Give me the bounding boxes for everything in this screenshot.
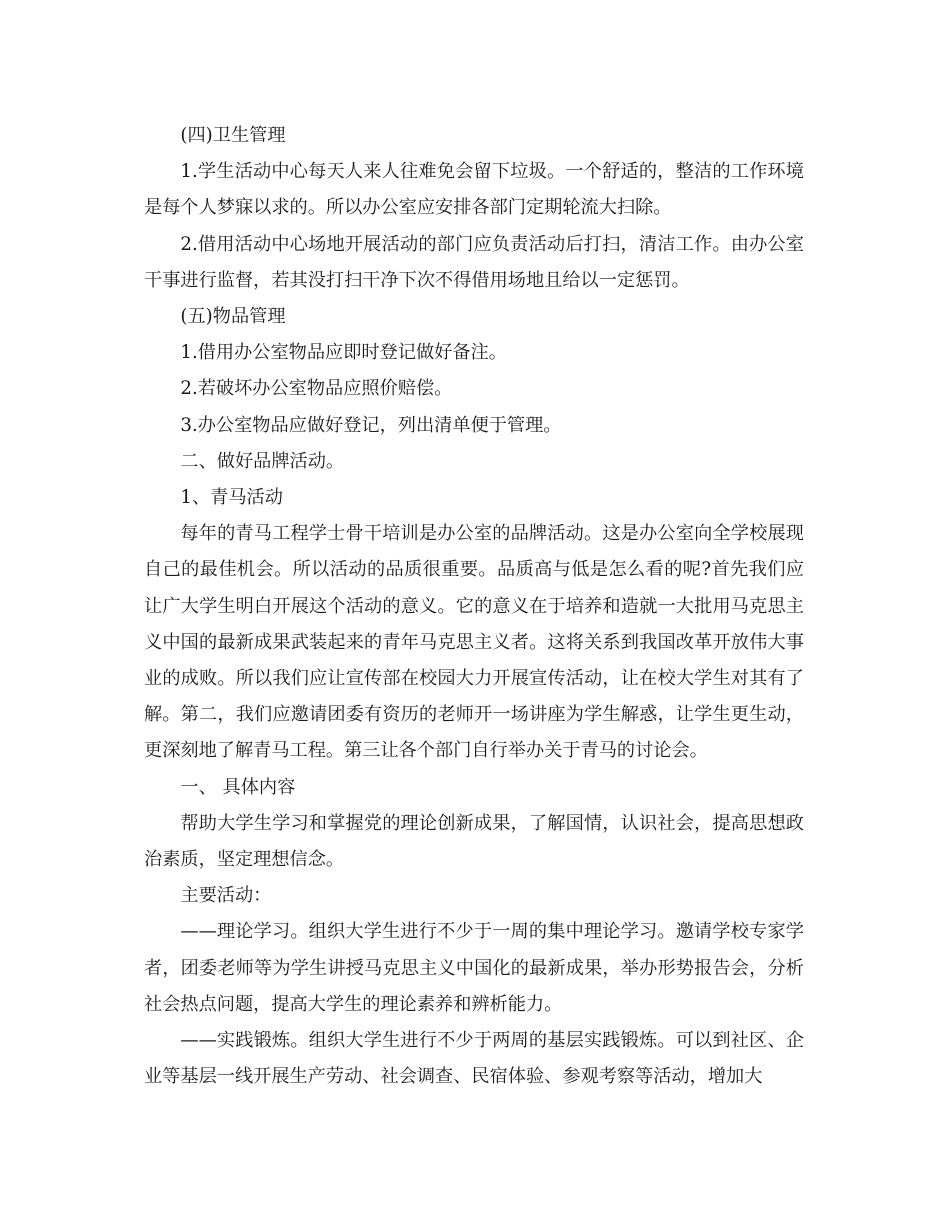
paragraph: 每年的青马工程学士骨干培训是办公室的品牌活动。这是办公室向全学校展现自己的最佳机会。所以活动的品质很重要。品质高与低是怎么看的呢?首先我们应让广大学生明白开展这个活动的意义。它的意义在于培养和造就一大批用马克思主义中国的最新成果武装起来的青年马克思主义者。这将关系到我国改革开放伟大事业的成败。所以我们应让宣传部在校园大力开展宣传活动，让在校大学生对其有了解。第二，我们应邀请团委有资历的老师开一场讲座为学生解惑，让学生更生动，更深刻地了解青马工程。第三让各个部门自行举办关于青马的讨论会。 xyxy=(144,523,804,762)
document-body xyxy=(144,118,804,1095)
subsection-heading-qingma: 1、青马活动 xyxy=(180,487,283,509)
paragraph: 2.若破坏办公室物品应照价赔偿。 xyxy=(180,378,453,400)
paragraph: 2.借用活动中心场地开展活动的部门应负责活动后打扫，清洁工作。由办公室干事进行监督，若其没打扫干净下次不得借用场地且给以一定惩罚。 xyxy=(144,233,804,291)
section-heading-items: (五)物品管理 xyxy=(180,306,286,328)
paragraph: 帮助大学生学习和掌握党的理论创新成果，了解国情，认识社会，提高思想政治素质，坚定理想信念。 xyxy=(144,812,804,871)
paragraph: ——实践锻炼。组织大学生进行不少于两周的基层实践锻炼。可以到社区、企业等基层一线开展生产劳动、社会调查、民宿体验、参观考察等活动，增加大 xyxy=(144,1030,804,1088)
paragraph: 1.借用办公室物品应即时登记做好备注。 xyxy=(180,342,507,364)
section-heading-hygiene: (四)卫生管理 xyxy=(180,125,286,146)
paragraph: ——理论学习。组织大学生进行不少于一周的集中理论学习。邀请学校专家学者，团委老师等为学生讲授马克思主义中国化的最新成果，举办形势报告会，分析社会热点问题，提高大学生的理论素养和辨析能力。 xyxy=(144,921,804,1015)
paragraph: 3.办公室物品应做好登记，列出清单便于管理。 xyxy=(180,414,562,436)
section-heading-brand: 二、做好品牌活动。 xyxy=(180,450,345,472)
paragraph: 1.学生活动中心每天人来人往难免会留下垃圾。一个舒适的，整洁的工作环境是每个人梦寐以求的。所以办公室应安排各部门定期轮流大扫除。 xyxy=(144,161,804,219)
subsection-heading-activities: 主要活动： xyxy=(180,885,272,907)
section-heading-content: 一、 具体内容 xyxy=(180,776,296,798)
